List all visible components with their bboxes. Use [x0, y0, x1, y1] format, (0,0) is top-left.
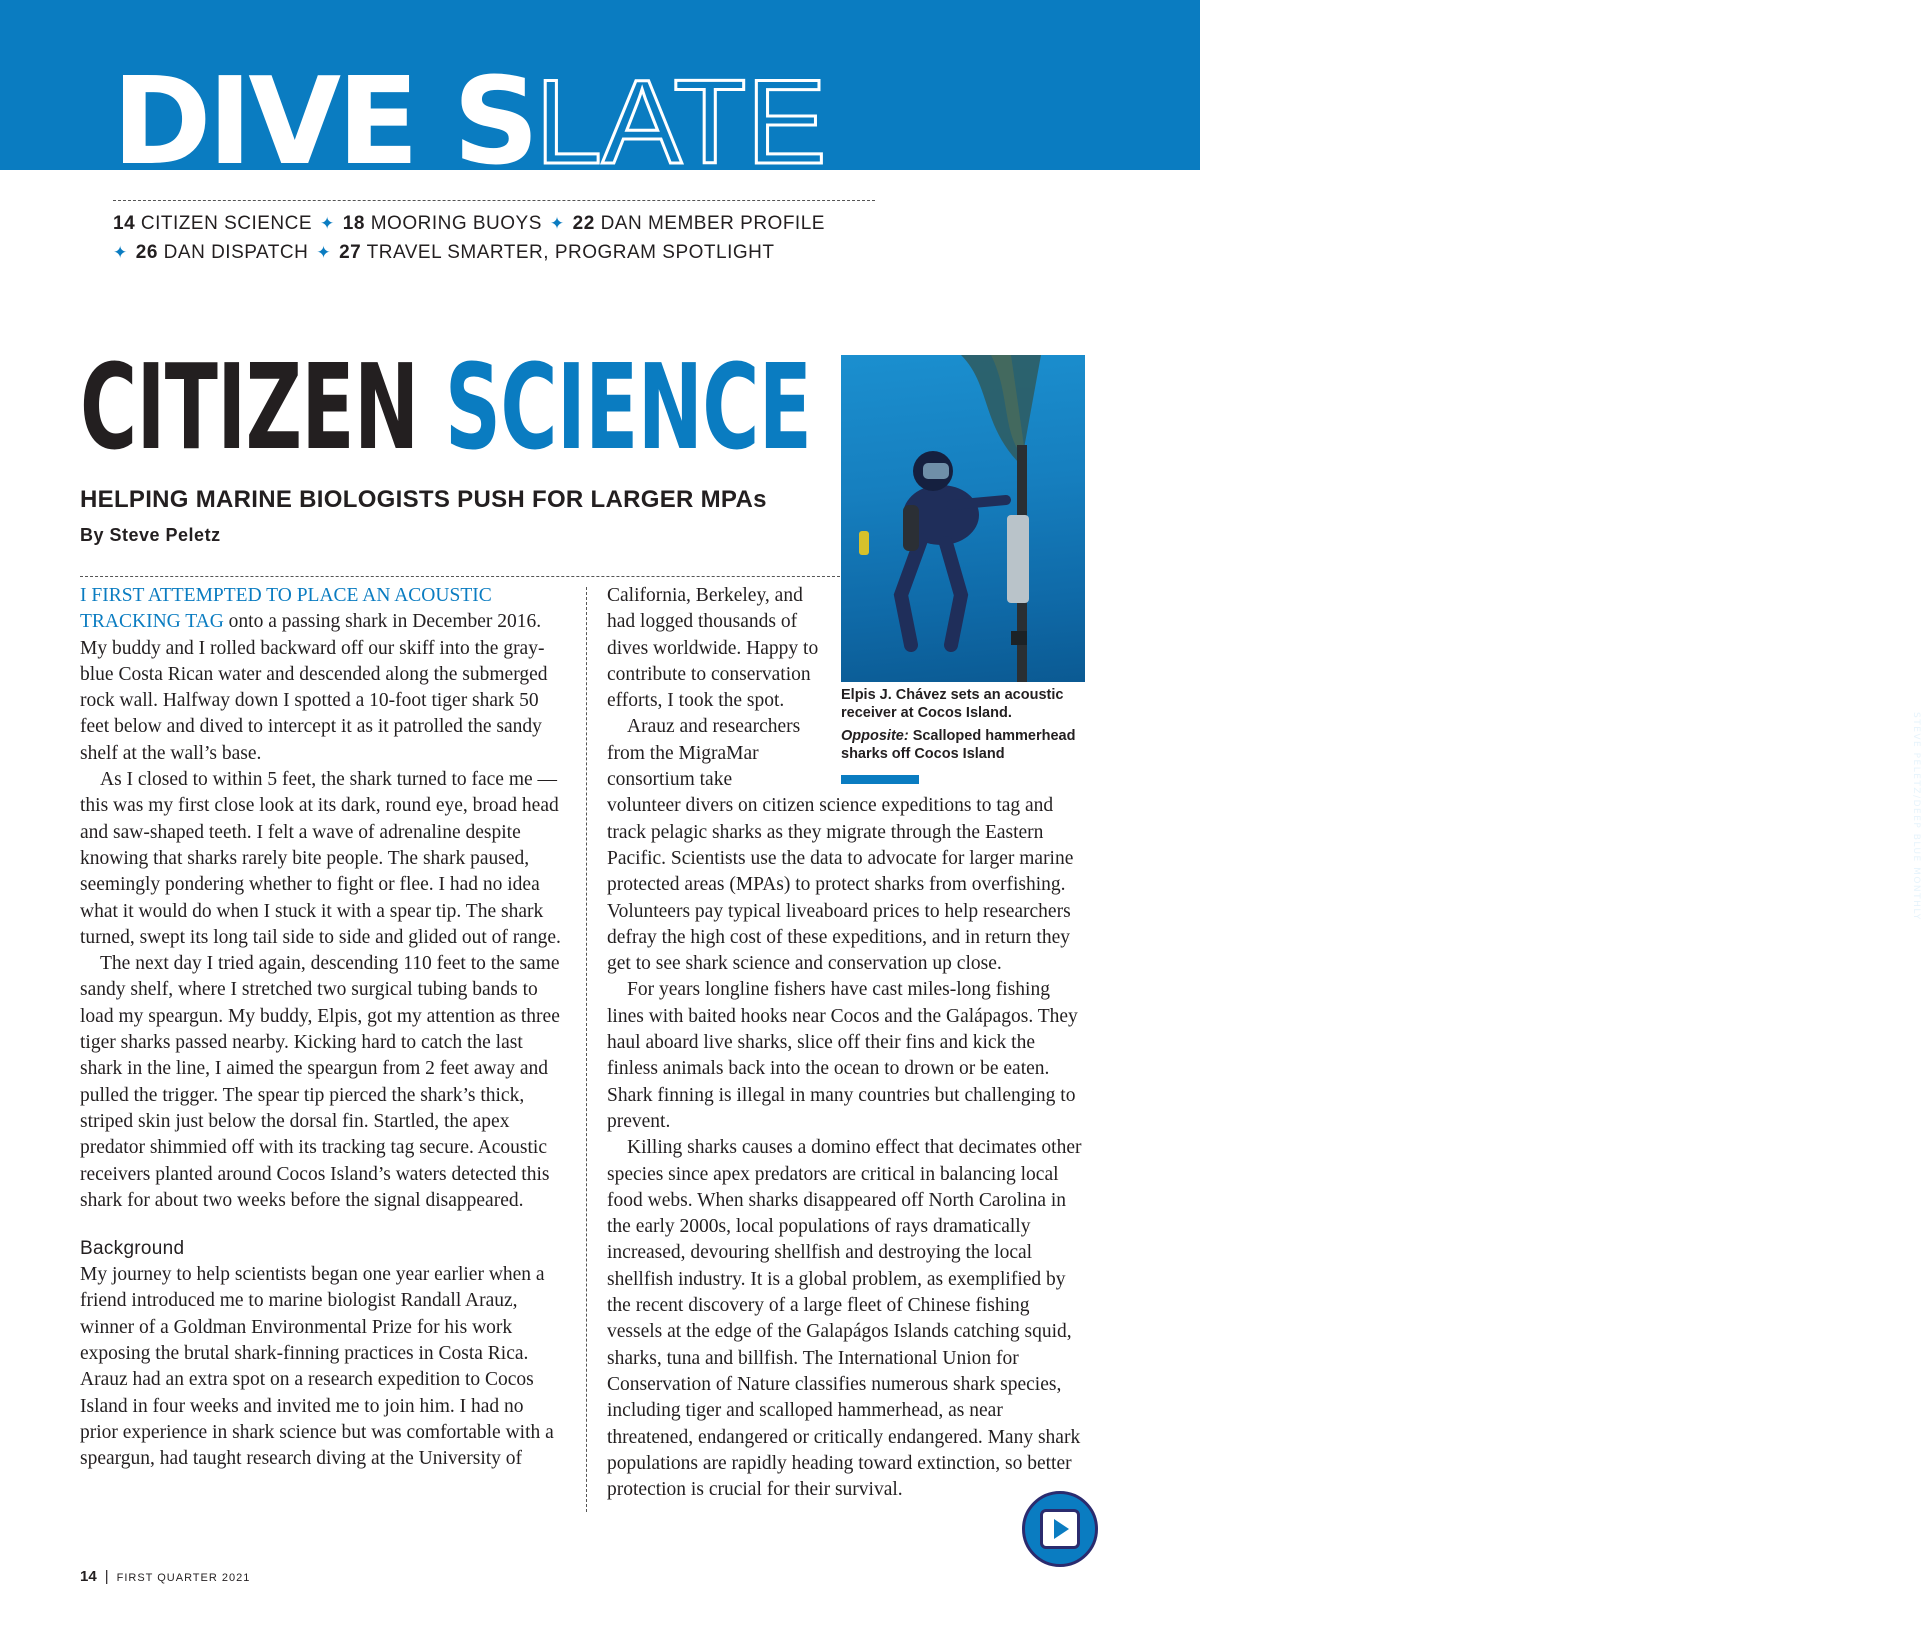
- toc-item[interactable]: 14 CITIZEN SCIENCE: [113, 213, 313, 234]
- masthead-banner: [0, 0, 1200, 192]
- paragraph: The next day I tried again, descending 110 feet to the same sandy shelf, where I stretched two surgical tubing bands to load my speargun. My buddy, Elpis, got my attention as three tiger sharks passed nearby. Kicking hard to catch the last shark in the line, I aimed the speargun from 2 feet away and pulled the trigger. The spear tip pierced the shark’s thick, striped skin just below the dorsal fin. Startled, the apex predator shimmied off with its tracking tag secure. Acoustic receivers planted around Cocos Island’s waters detected this shark for about two weeks before the signal disappeared.: [80, 953, 560, 1211]
- toc-item[interactable]: 26 DAN DISPATCH: [135, 242, 309, 263]
- byline: By Steve Peletz: [80, 525, 221, 545]
- toc-divider: [113, 200, 875, 201]
- star-icon: ✦: [316, 243, 332, 262]
- footer-separator: |: [104, 1568, 109, 1585]
- caption-opposite-label: Opposite:: [841, 728, 909, 744]
- play-triangle-icon: [1054, 1519, 1069, 1539]
- video-play-icon[interactable]: [1022, 1491, 1098, 1567]
- paragraph: Arauz and researchers from the MigraMar consortium take: [607, 716, 801, 791]
- caption-opposite-text: Scalloped hammerhead sharks off Cocos Island: [841, 728, 1076, 762]
- toc-item[interactable]: 27 TRAVEL SMARTER, PROGRAM SPOTLIGHT: [339, 242, 775, 263]
- article-subhead: HELPING MARINE BIOLOGISTS PUSH FOR LARGER MPAs: [80, 486, 767, 513]
- paragraph: volunteer divers on citizen science expeditions to tag and track pelagic sharks as they migrate through the Eastern Pacific. Scientists use the data to advocate for larger marine protected areas (MPAs) to protect sharks from overfishing. Volunteers pay typical liveaboard prices to help researchers defray the high cost of these expeditions, and in return they get to see shark science and conservation up close.: [607, 795, 1074, 975]
- page-number: 14: [80, 1568, 97, 1585]
- section-heading: Background: [80, 1238, 185, 1260]
- page-footer: [80, 1568, 250, 1586]
- paragraph: I FIRST ATTEMPTED TO PLACE AN ACOUSTIC TRACKING TAG onto a passing shark in December 2016. My buddy and I rolled backward off our skiff into the gray-blue Costa Rican water and descended along the submerged rock wall. Halfway down I spotted a 10-foot tiger shark 50 feet below and dived to intercept it as it patrolled the sandy shelf at the wall’s base.: [80, 585, 548, 764]
- toc-item[interactable]: 18 MOORING BUOYS: [342, 213, 542, 234]
- paragraph: For years longline fishers have cast miles-long fishing lines with baited hooks near Cocos and the Galápagos. They haul aboard live sharks, slice off their fins and kick the finless animals back into the ocean to drown or be eaten. Shark finning is illegal in many countries but challenging to prevent.: [607, 979, 1078, 1132]
- headline-word-2: SCIENCE: [444, 338, 812, 476]
- issue-label: FIRST QUARTER 2021: [116, 1572, 251, 1584]
- star-icon: ✦: [320, 214, 335, 233]
- lead-in: I FIRST ATTEMPTED TO PLACE AN ACOUSTIC TRACKING TAG: [80, 585, 492, 633]
- table-of-contents: [113, 209, 893, 267]
- paragraph: My journey to help scientists began one year earlier when a friend introduced me to marine biologist Randall Arauz, winner of a Goldman Environmental Prize for his work exposing the brutal shark-finning practices in Costa Rica. Arauz had an extra spot on a research expedition to Cocos Island in four weeks and invited me to join him. I had no prior experience in shark science but was comfortable with a speargun, had taught research diving at the University of: [80, 1264, 554, 1470]
- star-icon: ✦: [113, 243, 128, 262]
- paragraph: California, Berkeley, and had logged thousands of dives worldwide. Happy to contribute to conservation efforts, I took the spot.: [607, 585, 819, 712]
- play-icon-frame: [1040, 1509, 1080, 1549]
- caption-line-1: Elpis J. Chávez sets an acoustic receiver at Cocos Island.: [841, 687, 1064, 721]
- paragraph: Killing sharks causes a domino effect that decimates other species since apex predators are critical in balancing local food webs. When sharks disappeared off North Carolina in the early 2000s, local populations of rays dramatically increased, devouring shellfish and destroying the local shellfish industry. It is a global problem, as exemplified by the recent discovery of a large fleet of Chinese fishing vessels at the edge of the Galapágos Islands catching squid, sharks, tuna and billfish. The International Union for Conservation of Nature classifies numerous shark species, including tiger and scalloped hammerhead, as near threatened, endangered or critically endangered. Many shark populations are rapidly heading toward extinction, so better protection is crucial for their survival.: [607, 1137, 1082, 1501]
- masthead-title: [112, 53, 827, 192]
- article-column-right: [607, 583, 1087, 1503]
- headline-word-1: CITIZEN: [80, 338, 419, 476]
- column-divider: [586, 587, 587, 1512]
- masthead-solid: DIVE S: [112, 53, 536, 192]
- body-top-divider: [80, 576, 840, 577]
- paragraph: As I closed to within 5 feet, the shark turned to face me — this was my first close look at its dark, round eye, broad head and saw-shaped teeth. I felt a wave of adrenaline despite knowing that sharks rarely bite people. The shark paused, seemingly pondering whether to fight or flee. I had no idea what it would do when I stuck it with a spear tip. The shark turned, swept its long tail side to side and glided out of range.: [80, 769, 561, 948]
- star-icon: ✦: [549, 214, 565, 233]
- toc-item[interactable]: 22 DAN MEMBER PROFILE: [572, 213, 825, 234]
- masthead-outline: LATE: [535, 55, 827, 189]
- photo-credit: STEVE PELETZ/DEEP BLUE MONTHLY: [1911, 712, 1921, 921]
- article-headline: [80, 338, 812, 476]
- article-column-left: [80, 583, 563, 1473]
